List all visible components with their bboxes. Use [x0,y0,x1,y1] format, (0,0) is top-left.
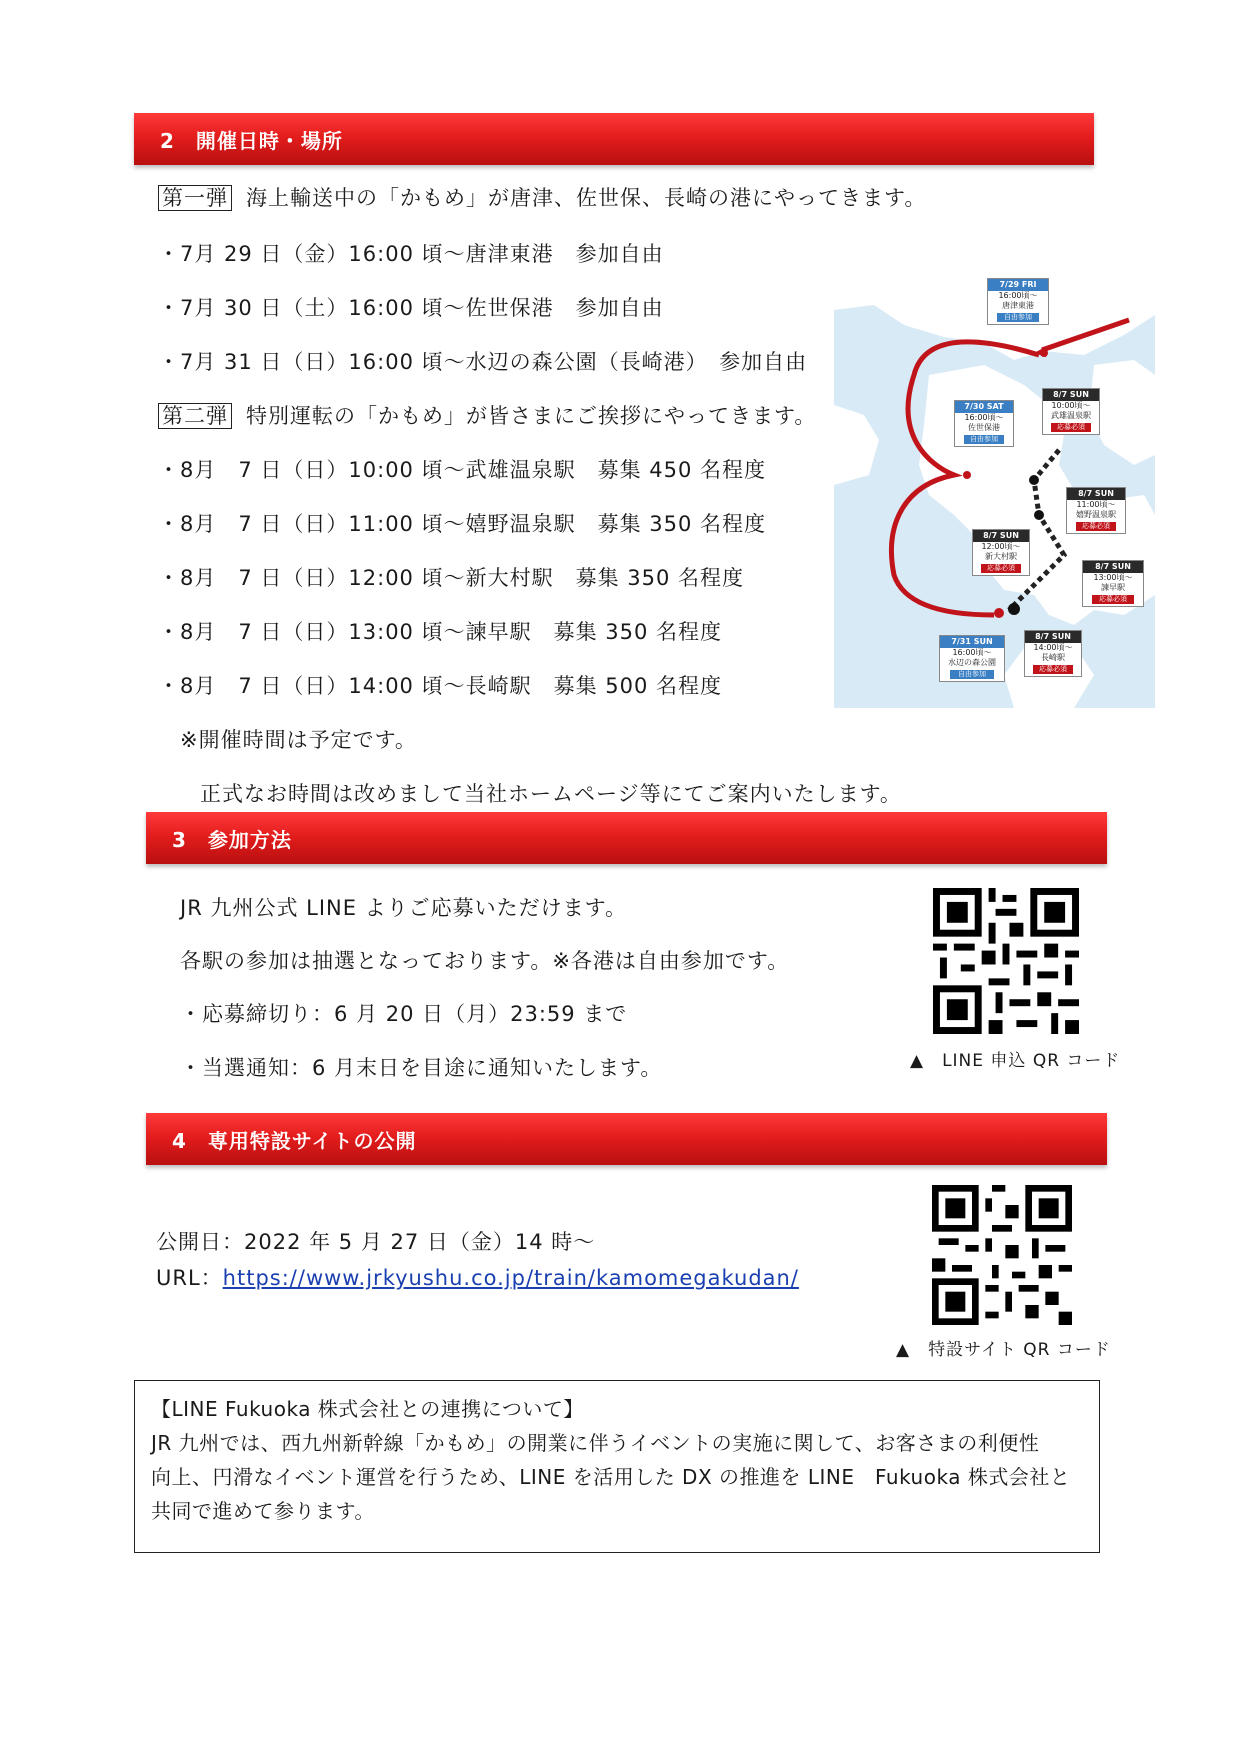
map-tag-nagasaki-footer: 応募必須 [1033,665,1072,674]
map-tag-mizube-footer: 自由参加 [950,670,995,679]
route-map [834,265,1155,708]
map-tag-isahaya [1082,560,1144,607]
map-tag-karatsu-time: 16:00頃～ [998,291,1038,300]
map-tag-nagasaki [1024,630,1082,677]
phase2-label: 第二弾 [158,403,232,429]
map-tag-takeo [1042,388,1100,435]
line-fukuoka-note-box [134,1380,1100,1553]
site-url-line [156,1262,799,1292]
map-tag-takeo-time: 10:00頃～ [1051,401,1091,410]
map-tag-isahaya-date: 8/7 SUN [1083,561,1143,573]
map-tag-takeo-date: 8/7 SUN [1043,389,1099,401]
phase2-line [158,400,816,430]
map-tag-sasebo [954,400,1014,447]
phase2-item: ・8月 7 日（日）10:00 頃～武雄温泉駅 募集 450 名程度 [158,458,767,482]
map-tag-mizube-time: 16:00頃～ [952,648,992,657]
map-tag-nagasaki-place: 長崎駅 [1041,653,1065,662]
phase1-label: 第一弾 [158,185,232,211]
phase2-item: ・8月 7 日（日）12:00 頃～新大村駅 募集 350 名程度 [158,566,745,590]
map-tag-ureshino-date: 8/7 SUN [1067,488,1125,500]
section-2-banner [134,113,1094,165]
section-3-banner [146,812,1107,864]
line-qr-code[interactable] [933,888,1079,1034]
map-tag-mizube [939,635,1005,682]
map-tag-nagasaki-date: 8/7 SUN [1025,631,1081,643]
map-tag-shin-omura-footer: 応募必須 [981,564,1020,573]
site-url-link[interactable]: https://www.jrkyushu.co.jp/train/kamomegakudan/ [222,1266,799,1290]
note-line: JR 九州では、西九州新幹線「かもめ」の開業に伴うイベントの実施に関して、お客さまの利便性 [151,1431,1040,1455]
map-tag-shin-omura-date: 8/7 SUN [973,530,1029,542]
note-heading: 【LINE Fukuoka 株式会社との連携について】 [151,1397,584,1421]
map-tag-mizube-date: 7/31 SUN [940,636,1004,648]
site-open-date: 公開日：2022 年 5 月 27 日（金）14 時～ [156,1230,596,1254]
map-tag-sasebo-time: 16:00頃～ [964,413,1004,422]
map-tag-ureshino-footer: 応募必須 [1076,522,1117,531]
phase1-item: ・7月 29 日（金）16:00 頃～唐津東港 参加自由 [158,242,664,266]
map-tag-karatsu [987,278,1049,325]
map-tag-sasebo-date: 7/30 SAT [955,401,1013,413]
schedule-note: ※開催時間は予定です。 [180,728,417,752]
map-tag-karatsu-place: 唐津東港 [1002,301,1034,310]
map-tag-ureshino-place: 嬉野温泉駅 [1076,510,1116,519]
map-tag-shin-omura-time: 12:00頃～ [981,542,1021,551]
map-tag-karatsu-footer: 自由参加 [997,313,1039,322]
map-tag-sasebo-footer: 自由参加 [964,435,1005,444]
site-url-label: URL： [156,1266,223,1290]
map-tag-takeo-place: 武雄温泉駅 [1051,411,1091,420]
site-qr-code[interactable] [932,1185,1072,1325]
section-2-title: 2 開催日時・場所 [160,129,343,153]
note-line: 共同で進めて参ります。 [151,1499,375,1523]
phase1-item: ・7月 30 日（土）16:00 頃～佐世保港 参加自由 [158,296,664,320]
map-tag-shin-omura-place: 新大村駅 [985,552,1017,561]
phase2-item: ・8月 7 日（日）14:00 頃～長崎駅 募集 500 名程度 [158,674,723,698]
section-3-line: ・応募締切り：6 月 20 日（月）23:59 まで [180,1002,628,1026]
section-3-line: JR 九州公式 LINE よりご応募いただけます。 [180,896,627,920]
phase1-item: ・7月 31 日（日）16:00 頃～水辺の森公園（長崎港） 参加自由 [158,350,808,374]
section-3-line: ・当選通知：6 月末日を目途に通知いたします。 [180,1056,663,1080]
map-tag-isahaya-footer: 応募必須 [1092,595,1134,604]
site-qr-caption: ▲ 特設サイト QR コード [896,1340,1111,1360]
section-4-title: 4 専用特設サイトの公開 [172,1129,417,1153]
map-tag-isahaya-place: 諫早駅 [1101,583,1125,592]
map-tag-nagasaki-time: 14:00頃～ [1033,643,1073,652]
schedule-note-detail: 正式なお時間は改めまして当社ホームページ等にてご案内いたします。 [200,782,902,806]
map-tag-karatsu-date: 7/29 FRI [988,279,1048,291]
map-tag-sasebo-place: 佐世保港 [968,423,1000,432]
map-tag-isahaya-time: 13:00頃～ [1093,573,1133,582]
phase1-line [158,182,926,212]
section-4-banner [146,1113,1107,1165]
map-tag-shin-omura [972,529,1030,576]
map-tag-mizube-place: 水辺の森公園 [948,658,996,667]
phase2-item: ・8月 7 日（日）13:00 頃～諫早駅 募集 350 名程度 [158,620,723,644]
note-line: 向上、円滑なイベント運営を行うため、LINE を活用した DX の推進を LINE Fukuoka 株式会社と [151,1465,1071,1489]
phase1-text: 海上輸送中の「かもめ」が唐津、佐世保、長崎の港にやってきます。 [246,186,927,210]
map-tag-takeo-footer: 応募必須 [1051,423,1090,432]
map-tag-ureshino-time: 11:00頃～ [1076,500,1116,509]
phase2-text: 特別運転の「かもめ」が皆さまにご挨拶にやってきます。 [246,404,817,428]
section-3-title: 3 参加方法 [172,828,292,852]
map-tag-ureshino [1066,487,1126,534]
section-3-line: 各駅の参加は抽選となっております。※各港は自由参加です。 [180,949,790,973]
line-qr-caption: ▲ LINE 申込 QR コード [910,1051,1121,1071]
phase2-item: ・8月 7 日（日）11:00 頃～嬉野温泉駅 募集 350 名程度 [158,512,767,536]
